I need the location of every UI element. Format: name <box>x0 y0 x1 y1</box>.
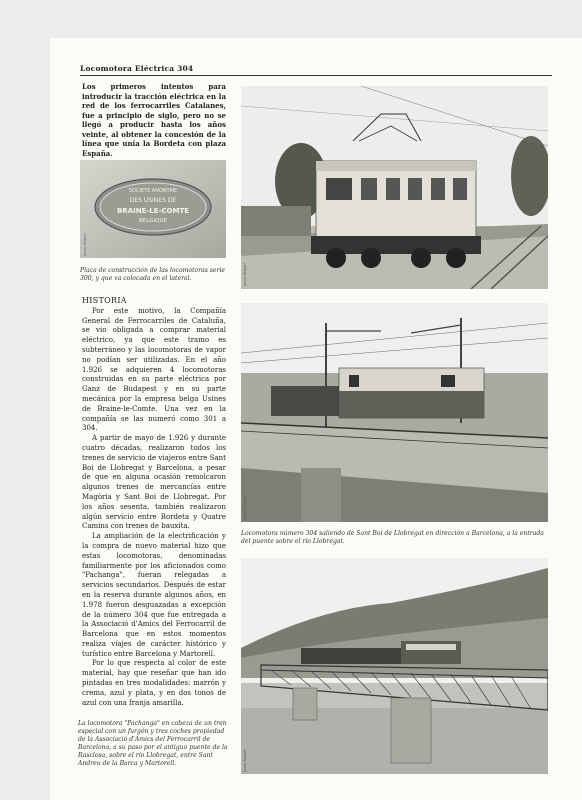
section-heading: HISTORIA <box>82 296 127 305</box>
plate-line-2: DES USINES DE <box>129 197 177 204</box>
plate-caption: Placa de construcción de las locomotoras serie 300, y que va colocada en el lateral. <box>80 267 226 282</box>
train-on-bridge-photo <box>241 303 548 522</box>
header-rule <box>80 75 552 76</box>
locomotive-photo <box>241 86 548 289</box>
rasclosa-bridge-photo <box>241 558 548 774</box>
photo-credit: Josep Miquel <box>243 749 247 772</box>
plate-line-1: SOCIETE ANONYME <box>128 188 178 194</box>
magazine-page <box>50 38 582 800</box>
builders-plate-photo <box>80 160 226 258</box>
photo-credit: Josep Miquel <box>243 496 247 519</box>
plate-line-4: BELGIQUE <box>138 218 168 224</box>
plate-line-3: BRAINE-LE-COMTE <box>116 207 190 215</box>
body-paragraph: A partir de mayo de 1.926 y durante cuatro décadas, realizaron todos los trenes de servicio de viajeros entre Sant Boi de Llobregat y Barcelona, a pesar de que en alguna ocasión remolcaron algunos trenes de mercancías entre Magòria y Sant Boi de Llobregat. Por los años sesenta, también realizaron algún servicio entre Bordeta y Quatre Camins con trenes de bauxita. <box>82 434 226 531</box>
historia-section <box>82 296 226 708</box>
rasclosa-bridge-image <box>241 558 548 774</box>
body-paragraph: Por este motivo, la Compañía General de Ferrocarriles de Cataluña, se vio obligada a comprar material eléctrico, ya que este tramo es subterráneo y las locomotoras de vapor no podían ser utilizadas. En el año 1.926 se adquieren 4 locomotoras construidas en su parte eléctrica por Ganz de Budapest y en su parte mecánica por la empresa belga Usines de Braine-le-Comte. Una vez en la compañía se las numeró como 301 a 304. <box>82 306 226 433</box>
intro-paragraph: Los primeros intentos para introducir la tracción eléctrica en la red de los ferrocarriles Catalanes, fue a principio de siglo, pero no se llegó a producir hasta los años veinte, al obtener la concesión de la línea que unía la Bordeta con plaza España. <box>82 82 226 158</box>
photo-credit: Josep Miquel <box>83 233 87 256</box>
running-header: Locomotora Eléctrica 304 <box>80 64 194 73</box>
train-on-bridge-image <box>241 303 548 522</box>
rasclosa-photo-caption: La locomotora "Pachanga" en cabeza de un tren especial con un furgón y tres coches propiedad de la Associació d'Amics del Ferrocarril de Barcelona, a su paso por el antiguo puente de la Rasclosa, sobre el río Llobregat, entre Sant Andreu de la Barca y Martorell. <box>78 720 228 767</box>
photo-credit: Josep Miquel <box>243 263 247 286</box>
locomotive-image <box>241 86 548 289</box>
bridge-photo-caption: Locomotora número 304 saliendo de Sant Boi de Llobregat en dirección a Barcelona, a la entrada del puente sobre el río Llobregat. <box>241 530 544 545</box>
body-paragraph: La ampliación de la electrificación y la compra de nuevo material hizo que estas locomotoras, denominadas familiarmente por los aficionados como "Pachanga", fueran relegadas a servicios secundarios. Después de estar en la reserva durante algunos años, en 1.978 fueron desguazadas a excepción de la número 304 que fue entregada a la Associació d'Amics del Ferrocarril de Barcelona que en estos momentos realiza viajes de carácter histórico y turístico entre Barcelona y Martorell. <box>82 532 226 658</box>
body-paragraph: Por lo que respecta al color de este material, hay que reseñar que han ido pintadas en tres modalidades: marrón y crema, azul y plata, y en dos tonos de azul con una franja amarilla. <box>82 659 226 707</box>
